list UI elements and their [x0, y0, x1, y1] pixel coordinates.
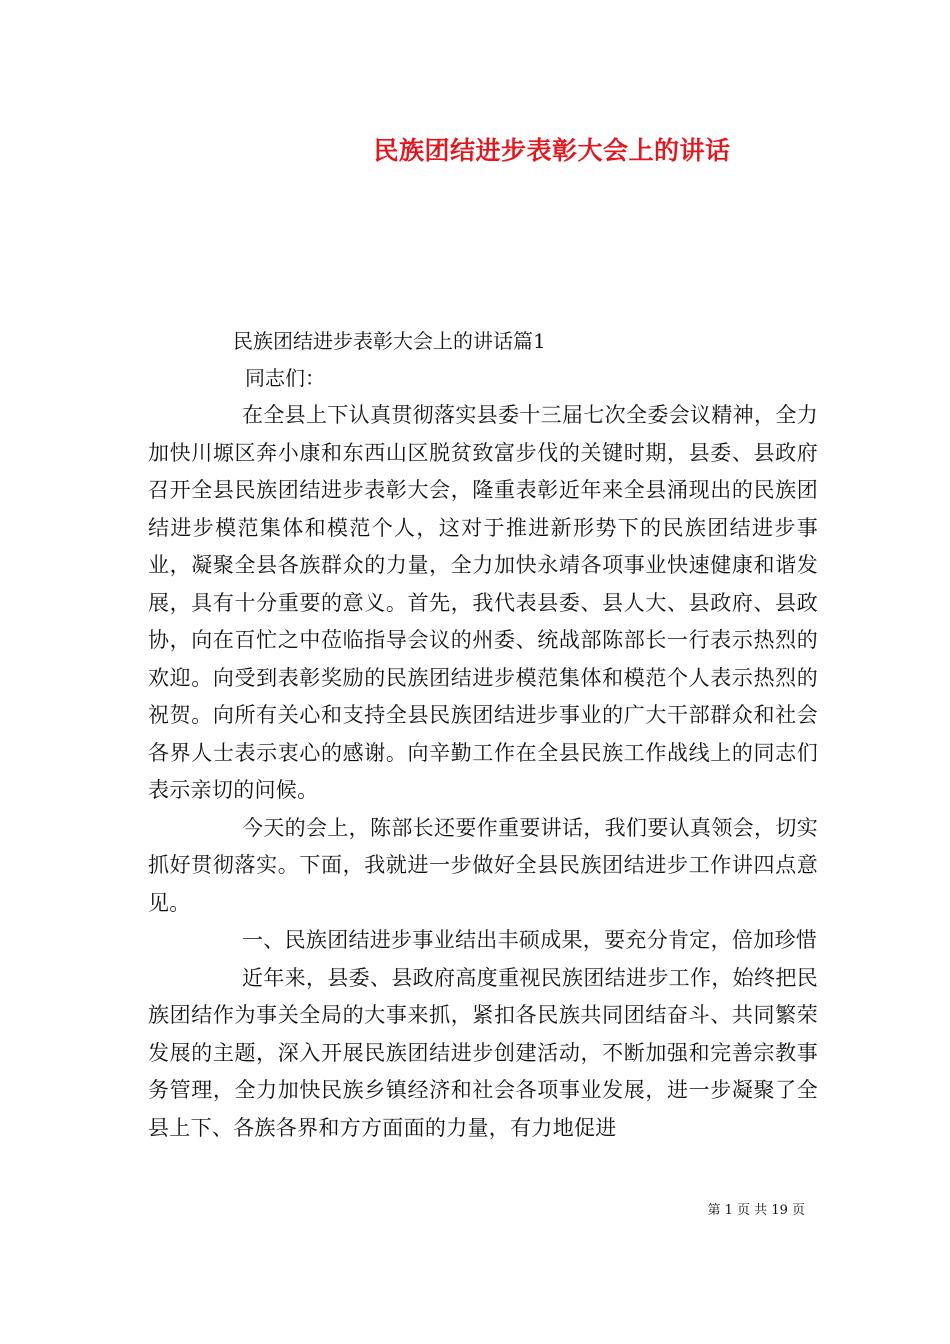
body-paragraph: 今天的会上，陈部长还要作重要讲话，我们要认真领会，切实抓好贯彻落实。下面，我就进一步做好全县民族团结进步工作讲四点意见。: [148, 815, 818, 915]
document-body: [148, 397, 818, 1147]
document-subtitle: 民族团结进步表彰大会上的讲话篇1: [233, 329, 546, 353]
section-heading: 一、民族团结进步事业结出丰硕成果，要充分肯定，倍加珍惜: [242, 928, 818, 952]
body-paragraph: 近年来，县委、县政府高度重视民族团结进步工作，始终把民族团结作为事关全局的大事来抓，紧扣各民族共同团结奋斗、共同繁荣发展的主题，深入开展民族团结进步创建活动，不断加强和完善宗教事务管理，全力加快民族乡镇经济和社会各项事业发展，进一步凝聚了全县上下、各族各界和方方面面的力量，有力地促进: [148, 965, 818, 1140]
document-title: 民族团结进步表彰大会上的讲话: [373, 136, 731, 165]
page-number-footer: 第 1 页 共 19 页: [707, 1203, 805, 1218]
body-paragraph: 在全县上下认真贯彻落实县委十三届七次全委会议精神，全力加快川塬区奔小康和东西山区脱贫致富步伐的关键时期，县委、县政府召开全县民族团结进步表彰大会，隆重表彰近年来全县涌现出的民族团结进步模范集体和模范个人，这对于推进新形势下的民族团结进步事业，凝聚全县各族群众的力量，全力加快永靖各项事业快速健康和谐发展，具有十分重要的意义。首先，我代表县委、县人大、县政府、县政协，向在百忙之中莅临指导会议的州委、统战部陈部长一行表示热烈的欢迎。向受到表彰奖励的民族团结进步模范集体和模范个人表示热烈的祝贺。向所有关心和支持全县民族团结进步事业的广大干部群众和社会各界人士表示衷心的感谢。向辛勤工作在全县民族工作战线上的同志们表示亲切的问候。: [148, 403, 818, 802]
greeting-line: 同志们：: [245, 366, 325, 390]
